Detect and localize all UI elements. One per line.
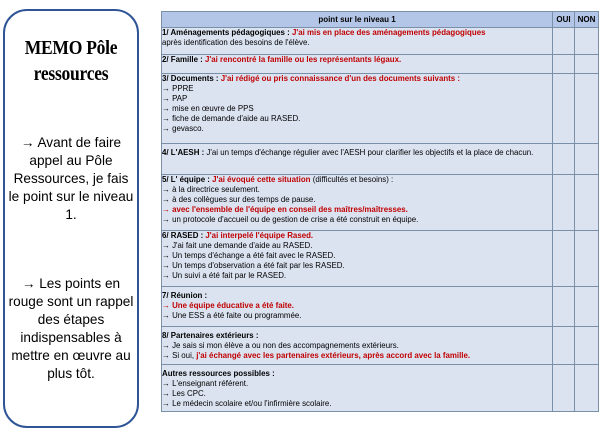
row-title: 5/ L' équipe :	[162, 175, 210, 184]
row-line: → L'enseignant référent.	[162, 379, 249, 388]
row-line: → mise en œuvre de PPS	[162, 104, 254, 113]
oui-cell[interactable]	[553, 231, 575, 287]
table-row	[162, 287, 599, 327]
oui-cell[interactable]	[553, 28, 575, 55]
row-line: → Un suivi a été fait par le RASED.	[162, 271, 287, 280]
checklist-table	[161, 11, 599, 412]
non-cell[interactable]	[575, 28, 599, 55]
row-title: 1/ Aménagements pédagogiques :	[162, 28, 290, 37]
row-line-prefix: → Si oui,	[162, 351, 195, 360]
non-cell[interactable]	[575, 175, 599, 231]
row-famille	[162, 55, 553, 74]
row-line: → Je sais si mon élève a ou non des accompagnements extérieurs.	[162, 341, 399, 350]
row-title-red: J'ai rédigé ou pris connaissance d'un des documents suivants :	[220, 74, 460, 83]
table-row	[162, 55, 599, 74]
row-line-red: → Une équipe éducative a été faite.	[162, 301, 294, 310]
row-documents	[162, 74, 553, 144]
oui-cell[interactable]	[553, 144, 575, 175]
memo-title: MEMO Pôle ressources	[24, 38, 118, 85]
row-title: 7/ Réunion :	[162, 291, 208, 300]
row-line: → Le médecin scolaire et/ou l'infirmière scolaire.	[162, 399, 332, 408]
non-cell[interactable]	[575, 231, 599, 287]
row-line: → Un temps d'observation a été fait par les RASED.	[162, 261, 345, 270]
table-row	[162, 28, 599, 55]
table-header-row	[162, 12, 599, 28]
row-autres-ressources	[162, 365, 553, 412]
row-line: → J'ai fait une demande d'aide au RASED.	[162, 241, 313, 250]
table-row	[162, 144, 599, 175]
non-cell[interactable]	[575, 55, 599, 74]
non-cell[interactable]	[575, 74, 599, 144]
row-title-red: J'ai évoqué cette situation	[212, 175, 311, 184]
row-line: → PAP	[162, 94, 188, 103]
oui-cell[interactable]	[553, 365, 575, 412]
row-aesh	[162, 144, 553, 175]
header-oui: OUI	[553, 12, 575, 28]
row-line: → PPRE	[162, 84, 194, 93]
row-line: → à des collègues sur des temps de pause.	[162, 195, 316, 204]
row-line: → gevasco.	[162, 124, 204, 133]
row-title-red: J'ai interpelé l'équipe Rased.	[205, 231, 314, 240]
header-main: point sur le niveau 1	[162, 12, 553, 28]
row-title: 2/ Famille :	[162, 55, 203, 64]
non-cell[interactable]	[575, 144, 599, 175]
row-line: → à la directrice seulement.	[162, 185, 260, 194]
oui-cell[interactable]	[553, 175, 575, 231]
table-row	[162, 74, 599, 144]
oui-cell[interactable]	[553, 74, 575, 144]
row-title: 6/ RASED :	[162, 231, 204, 240]
non-cell[interactable]	[575, 287, 599, 327]
row-line: → Un temps d'échange a été fait avec le RASED.	[162, 251, 336, 260]
row-title-tail: (difficultés et besoins) :	[312, 175, 394, 184]
row-line: → un protocole d'accueil ou de gestion de crise a été construit en équipe.	[162, 215, 419, 224]
row-title-red: J'ai mis en place des aménagements pédagogiques	[291, 28, 486, 37]
row-title-red: J'ai rencontré la famille ou les représentants légaux.	[205, 55, 402, 64]
memo-note-red-points: → Les points en rouge sont un rappel des étapes indispensables à mettre en œuvre au plus tôt.	[8, 276, 134, 381]
row-title: 4/ L'AESH :	[162, 148, 205, 157]
memo-panel	[3, 9, 139, 428]
row-line: après identification des besoins de l'élève.	[162, 38, 310, 47]
non-cell[interactable]	[575, 365, 599, 412]
non-cell[interactable]	[575, 327, 599, 365]
table-row	[162, 175, 599, 231]
row-line-red: j'ai échangé avec les partenaires extérieurs, après accord avec la famille.	[196, 351, 471, 360]
row-amenagements	[162, 28, 553, 55]
row-text: J'ai un temps d'échange régulier avec l'AESH pour clarifier les objectifs et la place de chacun.	[206, 148, 534, 157]
table-row	[162, 231, 599, 287]
row-partenaires	[162, 327, 553, 365]
row-title: Autres ressources possibles :	[162, 369, 275, 378]
row-equipe	[162, 175, 553, 231]
row-reunion	[162, 287, 553, 327]
table-row	[162, 365, 599, 412]
row-line: → fiche de demande d'aide au RASED.	[162, 114, 301, 123]
header-non: NON	[575, 12, 599, 28]
row-line-red: → avec l'ensemble de l'équipe en conseil des maîtres/maîtresses.	[162, 205, 408, 214]
row-line: → Une ESS a été faite ou programmée.	[162, 311, 302, 320]
oui-cell[interactable]	[553, 55, 575, 74]
row-title: 3/ Documents :	[162, 74, 219, 83]
oui-cell[interactable]	[553, 287, 575, 327]
oui-cell[interactable]	[553, 327, 575, 365]
table-row	[162, 327, 599, 365]
row-rased	[162, 231, 553, 287]
row-title: 8/ Partenaires extérieurs :	[162, 331, 259, 340]
row-line: → Les CPC.	[162, 389, 206, 398]
memo-note-before-request: → Avant de faire appel au Pôle Ressources, je fais le point sur le niveau 1.	[8, 135, 134, 222]
